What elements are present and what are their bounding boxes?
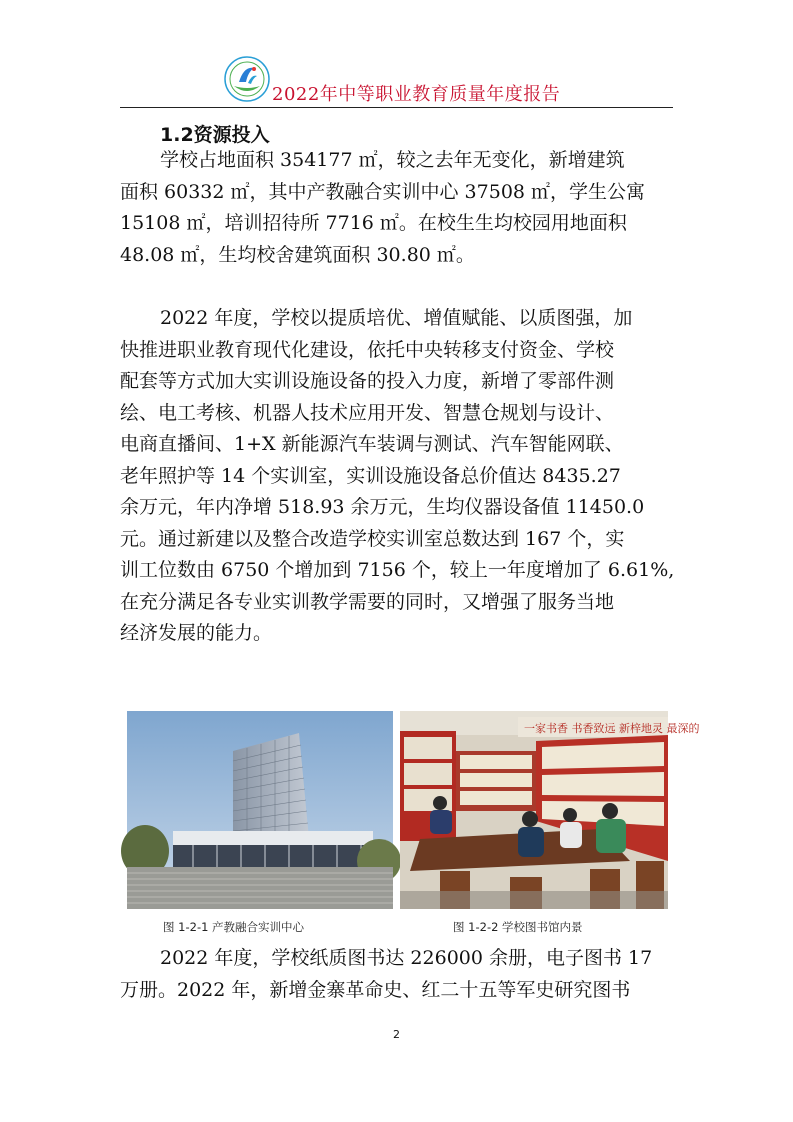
- text-line: 2022 年度，学校以提质培优、增值赋能、以质图强，加: [160, 307, 633, 329]
- paragraph-training-facilities: [120, 303, 680, 650]
- text-line: 2022 年度，学校纸质图书达 226000 余册，电子图书 17: [160, 947, 653, 969]
- paragraph-land-area: [120, 145, 680, 271]
- text-line: 学校占地面积 354177 ㎡，较之去年无变化，新增建筑: [160, 149, 625, 171]
- text-line: 快推进职业教育现代化建设，依托中央转移支付资金、学校: [120, 338, 615, 361]
- page-number: 2: [393, 1028, 400, 1041]
- text-line: 15108 ㎡，培训招待所 7716 ㎡。在校生生均校园用地面积: [120, 212, 627, 234]
- text-line: 48.08 ㎡，生均校舍建筑面积 30.80 ㎡。: [120, 243, 475, 266]
- text-line: 余万元，年内净增 518.93 余万元，生均仪器设备值 11450.0: [120, 496, 645, 518]
- text-line: 在充分满足各专业实训教学需要的同时，又增强了服务当地: [120, 590, 615, 613]
- header-divider: [120, 107, 673, 108]
- text-line: 万册。2022 年，新增金寨革命史、红二十五等军史研究图书: [120, 978, 631, 1001]
- text-line: 元。通过新建以及整合改造学校实训室总数达到 167 个，实: [120, 527, 625, 550]
- text-line: 训工位数由 6750 个增加到 7156 个，较上一年度增加了 6.61%,: [120, 559, 675, 581]
- text-line: 面积 60332 ㎡，其中产教融合实训中心 37508 ㎡，学生公寓: [120, 180, 646, 203]
- paragraph-library-books: [120, 943, 680, 1006]
- report-title: 2022年中等职业教育质量年度报告: [272, 84, 561, 105]
- section-heading: 1.2资源投入: [160, 124, 270, 146]
- figure-caption: 图 1-2-1 产教融合实训中心: [163, 920, 305, 934]
- text-line: 配套等方式加大实训设施设备的投入力度，新增了零部件测: [120, 370, 615, 392]
- text-line: 老年照护等 14 个实训室，实训设施设备总价值达 8435.27: [120, 464, 621, 487]
- figure-caption: 图 1-2-2 学校图书馆内景: [453, 920, 583, 934]
- text-line: 经济发展的能力。: [120, 622, 273, 644]
- text-line: 绘、电工考核、机器人技术应用开发、智慧仓规划与设计、: [120, 401, 615, 424]
- text-line: 电商直播间、1+X 新能源汽车装调与测试、汽车智能网联、: [120, 433, 624, 455]
- photo-training-center: [127, 711, 393, 909]
- wall-slogan: 一家书香 书香致远 新梓地灵 最深的: [524, 722, 700, 735]
- school-logo: [224, 56, 270, 102]
- photo-library-interior: [400, 711, 700, 909]
